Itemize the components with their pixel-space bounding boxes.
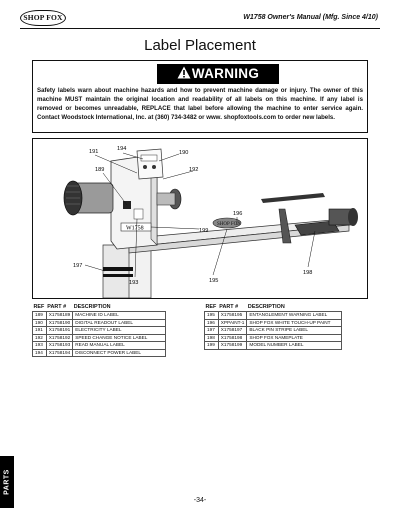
label-placement-diagram <box>32 138 368 299</box>
callout-193: 193 <box>129 280 139 286</box>
part-cell: X1758195 <box>218 312 247 320</box>
callout-192: 192 <box>189 167 199 173</box>
part-cell: X1758189 <box>46 312 72 320</box>
col-part: PART # <box>219 304 239 310</box>
description-cell: BLACK PIN STRIPE LABEL <box>247 327 342 335</box>
section-tab-label: PARTS <box>3 469 11 495</box>
table-row <box>205 334 342 342</box>
part-cell: X1758193 <box>46 342 72 350</box>
part-cell: X1758194 <box>46 349 72 357</box>
ref-cell: 189 <box>33 312 47 320</box>
ref-cell: 196 <box>205 319 219 327</box>
description-cell: MODEL NUMBER LABEL <box>247 342 342 350</box>
table-row <box>33 312 166 320</box>
col-part: PART # <box>47 304 67 310</box>
table-row <box>33 349 166 357</box>
shop-fox-logo: SHOP FOX <box>20 10 66 26</box>
part-cell: X1758199 <box>218 342 247 350</box>
part-cell: X1758192 <box>46 334 72 342</box>
ref-cell: 193 <box>33 342 47 350</box>
parts-table-right <box>204 304 342 350</box>
table-row <box>33 327 166 335</box>
bed-nameplate-text: SHOP FOX <box>217 222 241 227</box>
part-cell: X1758191 <box>46 327 72 335</box>
description-cell: ELECTRICITY LABEL <box>73 327 166 335</box>
warning-text: Safety labels warn about machine hazards and how to prevent machine damage or injury. The owner of this machine MUST maintain the original location and readability of all labels on this machine. If any label is removed or becomes unreadable, REPLACE that label before allowing the machine to enter service again. Contact Woodstock International, Inc. at (360) 734-3482 or www. shopfoxtools.com to order new labels. <box>37 87 363 121</box>
warning-banner-label: WARNING <box>191 66 260 81</box>
ref-cell: 191 <box>33 327 47 335</box>
description-cell: ENTANGLEMENT WARNING LABEL <box>247 312 342 320</box>
col-description: DESCRIPTION <box>247 304 285 310</box>
page-number: -34- <box>193 497 207 504</box>
ref-cell: 195 <box>205 312 219 320</box>
col-description: DESCRIPTION <box>73 304 111 310</box>
warning-box <box>32 60 368 133</box>
callout-189: 189 <box>95 167 105 173</box>
header-rule <box>20 28 380 29</box>
model-number-text: W1758 <box>126 225 144 232</box>
ref-cell: 194 <box>33 349 47 357</box>
description-cell: READ MANUAL LABEL <box>73 342 166 350</box>
table-row <box>205 342 342 350</box>
description-cell: SHOP FOX NAMEPLATE <box>247 334 342 342</box>
ref-cell: 198 <box>205 334 219 342</box>
col-ref: REF <box>33 304 45 310</box>
callout-195: 195 <box>209 278 219 284</box>
callout-191: 191 <box>89 149 99 155</box>
description-cell: SHOP FOX WHITE TOUCH-UP PAINT <box>247 319 342 327</box>
part-cell: XPPAINT-1 <box>218 319 247 327</box>
description-cell: SPEED CHANGE NOTICE LABEL <box>73 334 166 342</box>
warning-triangle-icon <box>177 66 191 79</box>
description-cell: MACHINE ID LABEL <box>73 312 166 320</box>
table-row <box>205 312 342 320</box>
description-cell: DISCONNECT POWER LABEL <box>73 349 166 357</box>
callout-196: 196 <box>233 211 243 217</box>
ref-cell: 197 <box>205 327 219 335</box>
table-row <box>205 319 342 327</box>
parts-table-left <box>32 304 166 357</box>
description-cell: DIGITAL READOUT LABEL <box>73 319 166 327</box>
ref-cell: 190 <box>33 319 47 327</box>
lathe-illustration <box>33 139 367 298</box>
part-cell: X1758197 <box>218 327 247 335</box>
callout-198: 198 <box>303 270 313 276</box>
callout-197: 197 <box>73 263 83 269</box>
document-title: W1758 Owner's Manual (Mfg. Since 4/10) <box>243 14 378 21</box>
part-cell: X1758198 <box>218 334 247 342</box>
warning-banner <box>157 64 279 84</box>
ref-cell: 192 <box>33 334 47 342</box>
callout-194: 194 <box>117 146 127 152</box>
table-row <box>33 334 166 342</box>
callout-190: 190 <box>179 150 189 156</box>
table-row <box>205 327 342 335</box>
ref-cell: 199 <box>205 342 219 350</box>
page-title: Label Placement <box>144 37 256 54</box>
callout-199: 199 <box>199 228 209 234</box>
col-ref: REF <box>205 304 217 310</box>
part-cell: X1758190 <box>46 319 72 327</box>
table-row <box>33 342 166 350</box>
table-row <box>33 319 166 327</box>
